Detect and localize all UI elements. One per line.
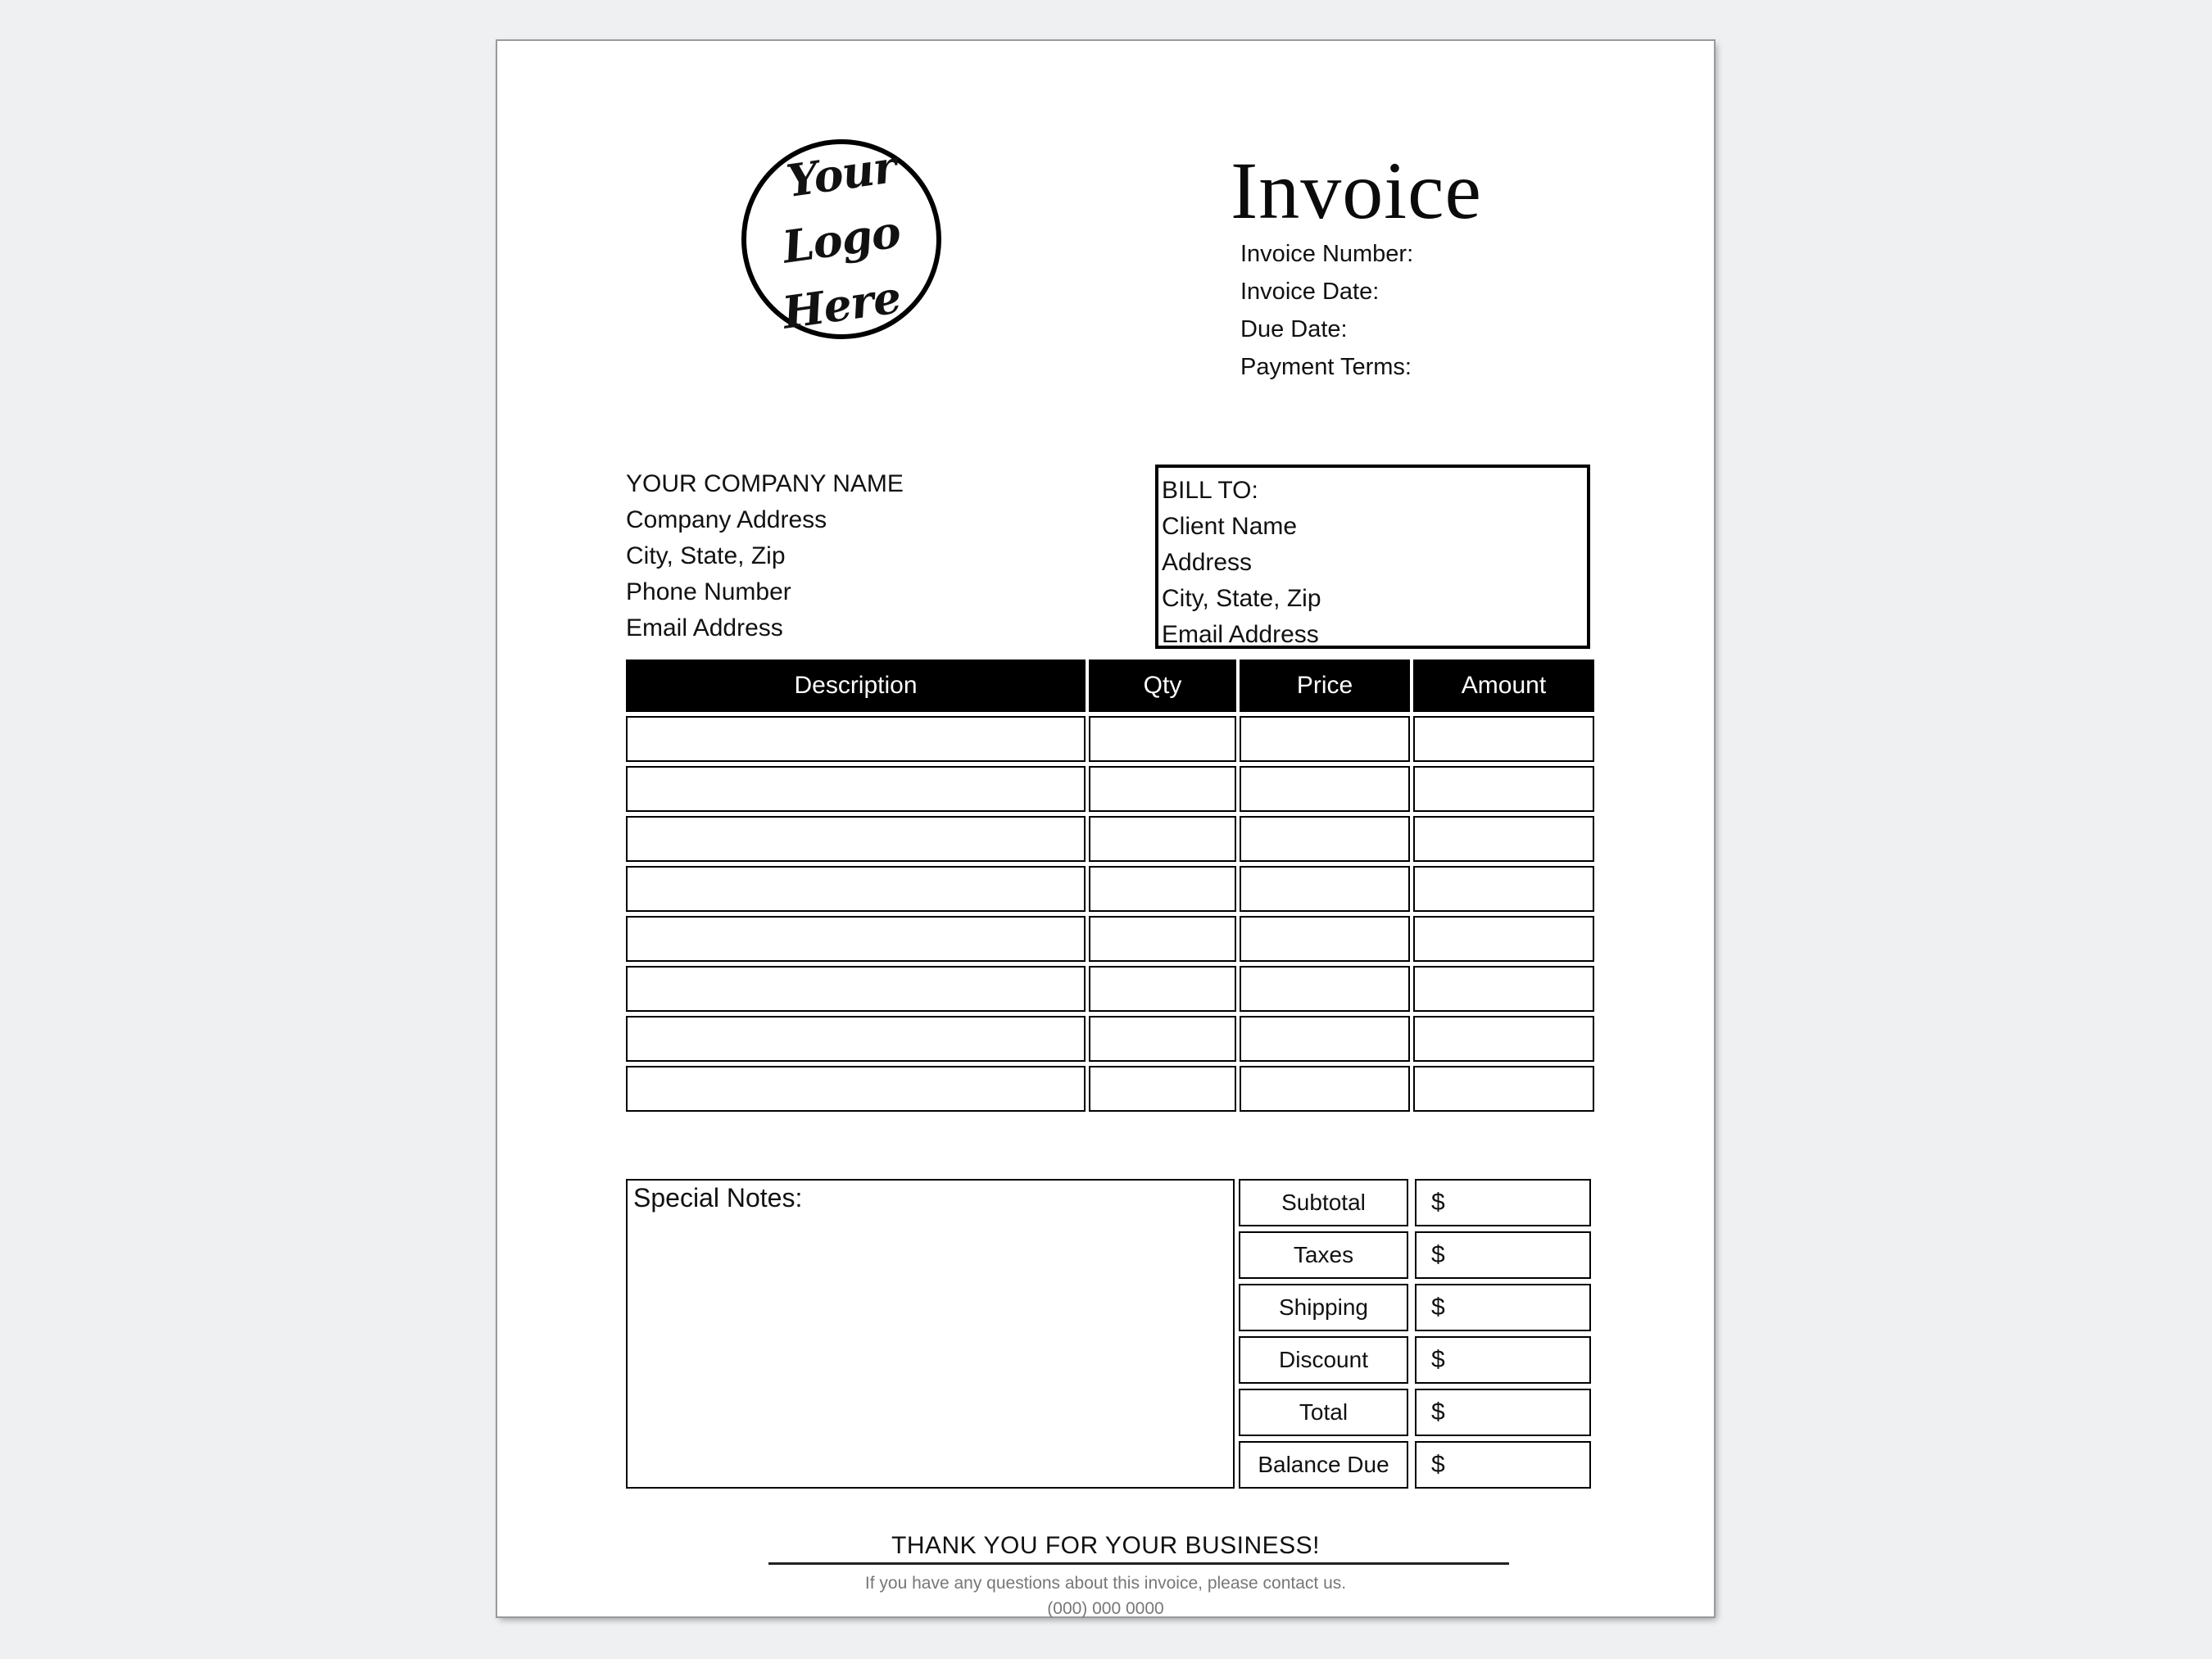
cell-description[interactable]	[626, 716, 1086, 762]
totals-row-balance-due	[1239, 1441, 1591, 1489]
footer-contact-note: If you have any questions about this invoice, please contact us.	[864, 1574, 1347, 1593]
header-amount: Amount	[1413, 660, 1594, 712]
invoice-date-label: Invoice Date:	[1240, 279, 1380, 305]
due-date-label: Due Date:	[1240, 316, 1348, 342]
cell-qty[interactable]	[1089, 816, 1236, 862]
company-info	[626, 466, 904, 646]
shipping-value[interactable]: $	[1415, 1284, 1591, 1331]
total-label: Total	[1239, 1389, 1408, 1436]
cell-qty[interactable]	[1089, 716, 1236, 762]
table-row	[626, 966, 1591, 1012]
cell-description[interactable]	[626, 916, 1086, 962]
cell-amount[interactable]	[1413, 866, 1594, 912]
cell-qty[interactable]	[1089, 1016, 1236, 1062]
company-phone: Phone Number	[626, 578, 791, 605]
cell-amount[interactable]	[1413, 1016, 1594, 1062]
cell-description[interactable]	[626, 1016, 1086, 1062]
cell-description[interactable]	[626, 866, 1086, 912]
taxes-label: Taxes	[1239, 1231, 1408, 1279]
footer-phone: (000) 000 0000	[1047, 1599, 1164, 1618]
company-name: YOUR COMPANY NAME	[626, 470, 904, 497]
cell-amount[interactable]	[1413, 1066, 1594, 1112]
table-row	[626, 1066, 1591, 1112]
totals-row-subtotal	[1239, 1179, 1591, 1226]
cell-price[interactable]	[1240, 766, 1410, 812]
cell-description[interactable]	[626, 816, 1086, 862]
logo-line-logo: Logo	[779, 205, 904, 274]
totals-row-shipping	[1239, 1284, 1591, 1331]
invoice-title: Invoice	[1231, 145, 1482, 236]
discount-value[interactable]: $	[1415, 1336, 1591, 1384]
cell-price[interactable]	[1240, 966, 1410, 1012]
table-row	[626, 1016, 1591, 1062]
cell-price[interactable]	[1240, 816, 1410, 862]
company-address: Company Address	[626, 506, 827, 533]
table-row	[626, 816, 1591, 862]
cell-description[interactable]	[626, 766, 1086, 812]
logo-line-here: Here	[779, 270, 904, 339]
logo-line-your: Your	[783, 140, 900, 207]
special-notes-box[interactable]	[626, 1179, 1235, 1489]
cell-description[interactable]	[626, 966, 1086, 1012]
total-value[interactable]: $	[1415, 1389, 1591, 1436]
logo-placeholder	[741, 139, 941, 339]
subtotal-label: Subtotal	[1239, 1179, 1408, 1226]
subtotal-value[interactable]: $	[1415, 1179, 1591, 1226]
cell-qty[interactable]	[1089, 1066, 1236, 1112]
cell-qty[interactable]	[1089, 866, 1236, 912]
line-items-table	[626, 660, 1591, 1112]
invoice-number-label: Invoice Number:	[1240, 241, 1414, 267]
thank-you-message: THANK YOU FOR YOUR BUSINESS!	[891, 1532, 1320, 1559]
cell-qty[interactable]	[1089, 766, 1236, 812]
balance-due-value[interactable]: $	[1415, 1441, 1591, 1489]
cell-price[interactable]	[1240, 916, 1410, 962]
invoice-page	[497, 41, 1714, 1616]
company-city: City, State, Zip	[626, 542, 786, 569]
header-price: Price	[1240, 660, 1410, 712]
cell-amount[interactable]	[1413, 716, 1594, 762]
cell-amount[interactable]	[1413, 816, 1594, 862]
header-qty: Qty	[1089, 660, 1236, 712]
bill-to-email: Email Address	[1162, 621, 1319, 648]
cell-price[interactable]	[1240, 1066, 1410, 1112]
bill-to-heading: BILL TO:	[1162, 477, 1258, 504]
company-email: Email Address	[626, 614, 783, 641]
table-row	[626, 716, 1591, 762]
cell-description[interactable]	[626, 1066, 1086, 1112]
table-body	[626, 716, 1591, 1112]
footer-divider	[768, 1562, 1509, 1565]
cell-price[interactable]	[1240, 1016, 1410, 1062]
bill-to-city: City, State, Zip	[1162, 585, 1321, 612]
bill-to-box	[1155, 465, 1590, 649]
totals-block	[1239, 1179, 1591, 1494]
bill-to-client: Client Name	[1162, 513, 1298, 540]
cell-amount[interactable]	[1413, 766, 1594, 812]
balance-due-label: Balance Due	[1239, 1441, 1408, 1489]
header-description: Description	[626, 660, 1086, 712]
cell-amount[interactable]	[1413, 916, 1594, 962]
discount-label: Discount	[1239, 1336, 1408, 1384]
taxes-value[interactable]: $	[1415, 1231, 1591, 1279]
special-notes-label: Special Notes:	[633, 1183, 803, 1213]
totals-row-total	[1239, 1389, 1591, 1436]
totals-row-taxes	[1239, 1231, 1591, 1279]
invoice-meta	[1240, 235, 1413, 386]
table-row	[626, 866, 1591, 912]
cell-price[interactable]	[1240, 866, 1410, 912]
cell-qty[interactable]	[1089, 966, 1236, 1012]
table-row	[626, 916, 1591, 962]
totals-row-discount	[1239, 1336, 1591, 1384]
bill-to-address: Address	[1162, 549, 1253, 576]
table-row	[626, 766, 1591, 812]
table-header-row	[626, 660, 1591, 712]
payment-terms-label: Payment Terms:	[1240, 354, 1412, 380]
shipping-label: Shipping	[1239, 1284, 1408, 1331]
cell-qty[interactable]	[1089, 916, 1236, 962]
cell-amount[interactable]	[1413, 966, 1594, 1012]
cell-price[interactable]	[1240, 716, 1410, 762]
